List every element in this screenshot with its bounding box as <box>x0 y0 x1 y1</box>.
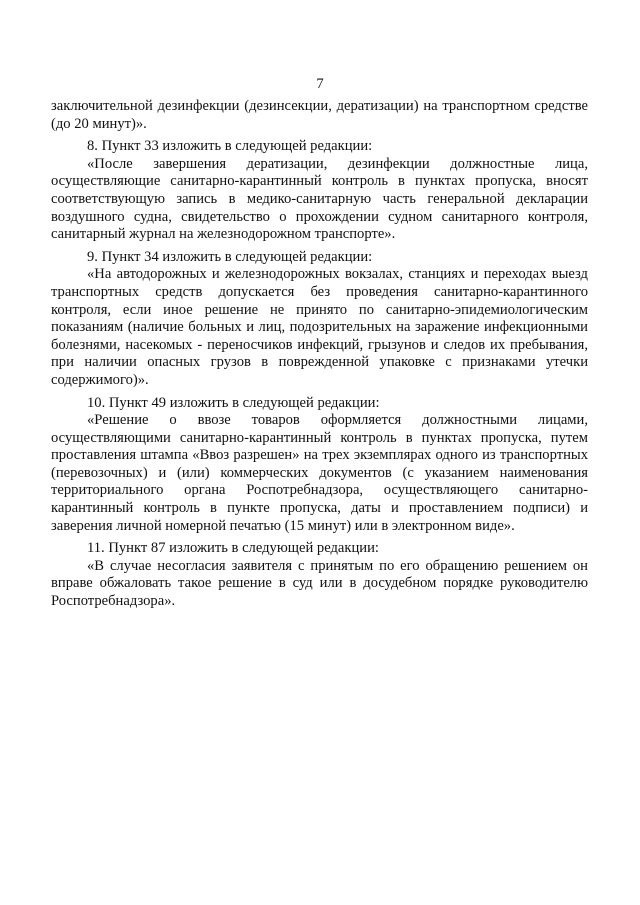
clause-10-text: «Решение о ввозе товаров оформляется должностными лицами, осуществляющими санитарно-карантинный контроль в пунктах пропуска, путем проставления штампа «Ввоз разрешен» на трех экземплярах одного из транспортных (перевозочных) и (или) коммерческих документов (с указанием наименования территориального органа Роспотребнадзора, осуществляющего санитарно-карантинный контроль в пункте пропуска, даты и проставлением подписи) и заверения личной номерной печатью (15 минут) или в электронном виде». <box>51 412 588 534</box>
clause-11-text: «В случае несогласия заявителя с принятым по его обращению решением он вправе обжаловать такое решение в суд или в досудебном порядке руководителю Роспотребнадзора». <box>51 557 588 610</box>
page-number: 7 <box>316 76 324 92</box>
paragraph-continuation: заключительной дезинфекции (дезинсекции, дератизации) на транспортном средстве (до 20 минут)». <box>51 98 588 132</box>
clause-8-heading: 8. Пункт 33 изложить в следующей редакции: <box>87 138 373 155</box>
document-body <box>51 98 588 611</box>
clause-10-heading: 10. Пункт 49 изложить в следующей редакции: <box>87 394 380 411</box>
clause-9-text: «На автодорожных и железнодорожных вокзалах, станциях и переходах выезд транспортных средств допускается без проведения санитарно-карантинного контроля, если иное решение не принято по санитарно-эпидемиологическим показаниям (наличие больных и лиц, подозрительных на заражение инфекционными болезнями, насекомых - переносчиков инфекций, грызунов и следов их пребывания, при наличии опасных грузов в поврежденной упаковке с признаками утечки содержимого)». <box>51 266 588 388</box>
clause-11-heading: 11. Пункт 87 изложить в следующей редакции: <box>87 540 379 557</box>
clause-9-heading: 9. Пункт 34 изложить в следующей редакции: <box>87 248 373 265</box>
clause-8-text: «После завершения дератизации, дезинфекции должностные лица, осуществляющие санитарно-карантинный контроль в пунктах пропуска, вносят соответствующую запись в медико-санитарную часть генеральной декларации воздушного судна, свидетельство о прохождении судном санитарного контроля, санитарный журнал на железнодорожном транспорте». <box>51 155 588 243</box>
